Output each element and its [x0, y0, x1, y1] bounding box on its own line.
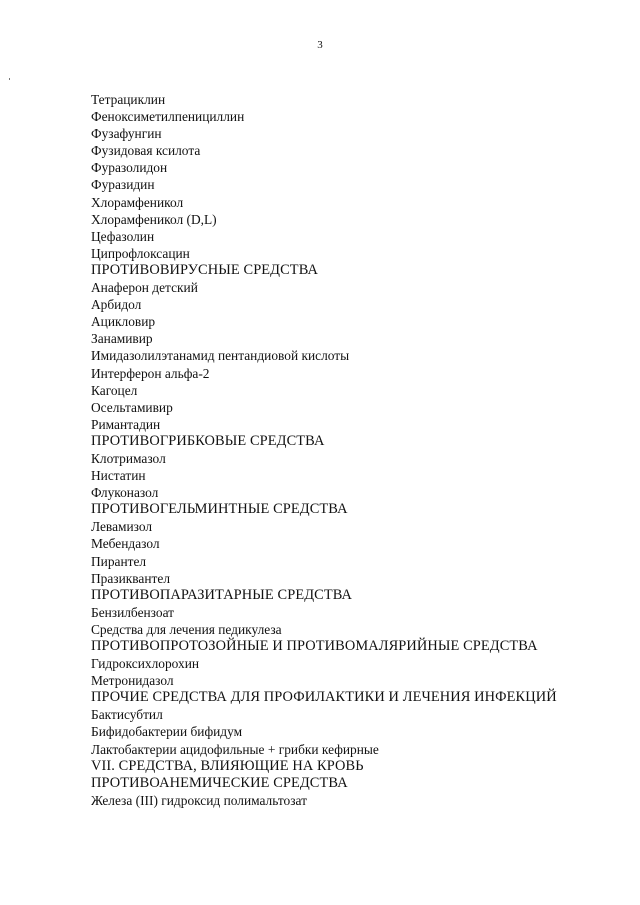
page-number: 3 [317, 39, 323, 51]
list-item: Занамивир [91, 331, 153, 347]
list-item: Имидазолилэтанамид пентандиовой кислоты [91, 348, 350, 364]
section-heading: ПРОТИВОПРОТОЗОЙНЫЕ И ПРОТИВОМАЛЯРИЙНЫЕ СРЕДСТВА [91, 638, 538, 654]
section-heading: VII. СРЕДСТВА, ВЛИЯЮЩИЕ НА КРОВЬ [91, 757, 364, 774]
list-item: Флуконазол [91, 485, 159, 501]
list-item: Метронидазол [91, 673, 174, 689]
section-heading: ПРОТИВОВИРУСНЫЕ СРЕДСТВА [91, 261, 318, 278]
list-item: Хлорамфеникол [91, 194, 184, 210]
section-heading: ПРОТИВОАНЕМИЧЕСКИЕ СРЕДСТВА [91, 774, 348, 791]
list-item: Бензилбензоат [91, 604, 175, 620]
list-item: Клотримазол [91, 450, 166, 466]
list-item: Феноксиметилпенициллин [91, 109, 245, 125]
list-item: Левамизол [91, 519, 153, 535]
list-item: Цефазолин [91, 228, 155, 244]
list-item: Ацикловир [91, 314, 156, 330]
list-item: Фуразолидон [91, 160, 168, 176]
list-item: Фузидовая ксилота [91, 143, 201, 159]
list-item: Кагоцел [91, 382, 138, 398]
list-item: Анаферон детский [91, 280, 198, 296]
list-item: Римантадин [91, 416, 161, 432]
list-item: Средства для лечения педикулеза [91, 621, 282, 637]
list-item: Бифидобактерии бифидум [91, 724, 243, 740]
list-item: Фузафунгин [91, 126, 162, 142]
section-heading: ПРОТИВОПАРАЗИТАРНЫЕ СРЕДСТВА [91, 586, 352, 603]
list-item: Мебендазол [91, 536, 160, 552]
list-item: Осельтамивир [91, 399, 173, 415]
list-item: Арбидол [91, 297, 142, 313]
list-item: Интерферон альфа-2 [91, 365, 210, 381]
margin-mark [9, 78, 10, 80]
list-item: Пирантел [91, 553, 147, 569]
section-heading: ПРОТИВОГЕЛЬМИНТНЫЕ СРЕДСТВА [91, 501, 348, 518]
list-item: Гидроксихлорохин [91, 656, 200, 672]
section-heading: ПРОЧИЕ СРЕДСТВА ДЛЯ ПРОФИЛАКТИКИ И ЛЕЧЕНИЯ ИНФЕКЦИЙ [91, 689, 557, 706]
list-item: Бактисубтил [91, 707, 163, 723]
list-item: Празиквантел [91, 570, 171, 586]
list-item: Лактобактерии ацидофильные + грибки кефирные [91, 741, 379, 757]
list-item: Железа (III) гидроксид полимальтозат [91, 792, 307, 808]
list-item: Фуразидин [91, 177, 155, 193]
list-item: Ципрофлоксацин [91, 245, 190, 261]
list-item: Тетрациклин [91, 92, 166, 107]
section-heading: ПРОТИВОГРИБКОВЫЕ СРЕДСТВА [91, 432, 325, 449]
list-item: Хлорамфеникол (D,L) [91, 211, 217, 227]
list-item: Нистатин [91, 468, 146, 484]
drug-list [91, 91, 621, 809]
